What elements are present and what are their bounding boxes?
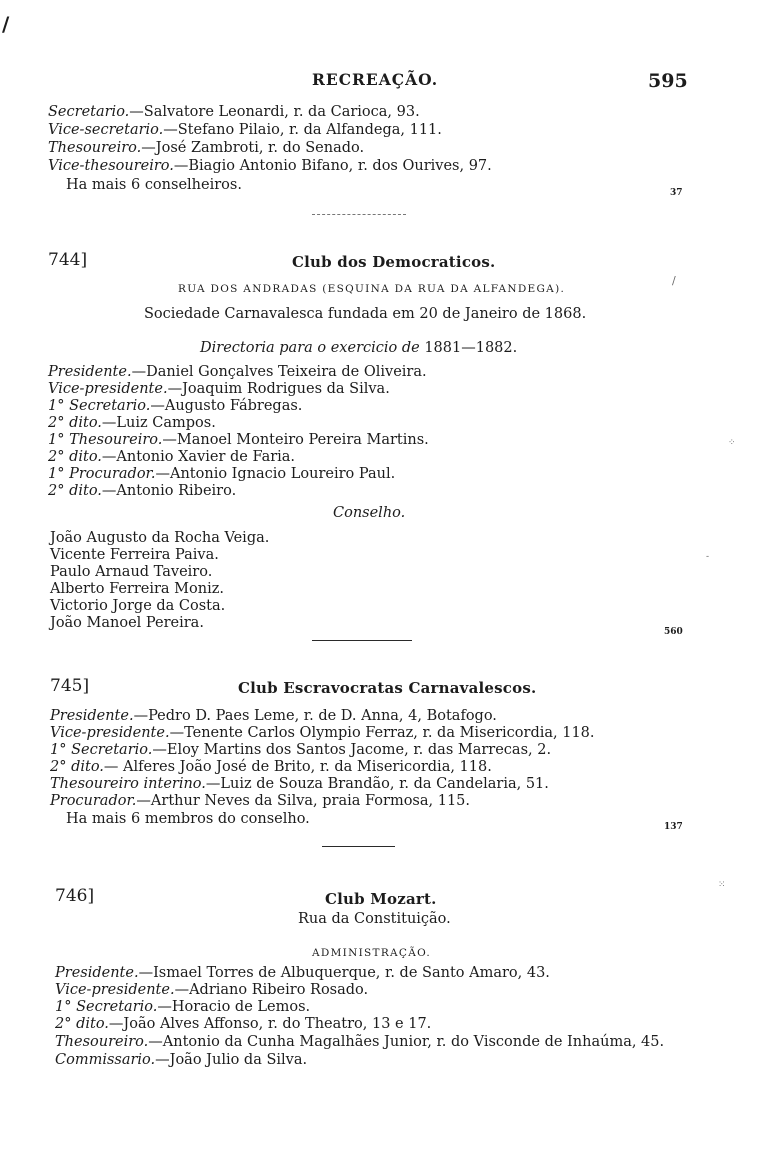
officer-role: 1° Secretario. [50,742,153,758]
entry-address: RUA DOS ANDRADAS (ESQUINA DA RUA DA ALFANDEGA). [178,283,566,295]
officer-line [55,1016,431,1033]
officer-line [48,466,395,483]
section-divider [312,640,412,641]
officer-line [48,104,420,121]
page-number: 595 [648,70,688,92]
officer-text: —Biagio Antonio Bifano, r. dos Ourives, 97. [173,158,492,174]
entry-number: 745] [50,676,90,696]
corner-mark: / [2,12,10,36]
officer-line [50,776,549,793]
officer-line [50,725,595,742]
officer-role: Presidente. [48,364,132,380]
officer-text: —Salvatore Leonardi, r. da Carioca, 93. [129,104,420,120]
officer-text: —José Zambroti, r. do Senado. [141,140,365,156]
officer-role: Thesoureiro interino. [50,776,206,792]
officer-text: —Joaquim Rodrigues da Silva. [167,381,390,397]
officer-role: Vice-thesoureiro. [48,158,174,174]
scan-speck: / [672,274,676,287]
officer-text: — Alferes João José de Brito, r. da Misericordia, 118. [103,759,492,775]
officer-text: —Adriano Ribeiro Rosado. [174,982,369,998]
entry-founded: Sociedade Carnavalesca fundada em 20 de Janeiro de 1868. [144,306,587,322]
officer-line [50,759,492,776]
officer-role: 2° dito. [50,759,104,775]
entry-number: 746] [55,886,95,906]
closing-note: Ha mais 6 conselheiros. [66,177,242,193]
officer-text: —João Alves Affonso, r. do Theatro, 13 e 17. [108,1016,432,1032]
officer-line [48,415,216,432]
closing-note: Ha mais 6 membros do conselho. [66,811,310,827]
council-member: João Augusto da Rocha Veiga. [50,530,270,546]
officer-line [48,381,390,398]
officer-text: —Antonio Ribeiro. [101,483,237,499]
officer-text: —Ismael Torres de Albuquerque, r. de Santo Amaro, 43. [138,965,550,981]
council-member: Vicente Ferreira Paiva. [50,547,219,563]
officer-role: 1° Secretario. [48,398,151,414]
council-label: Conselho. [333,505,406,521]
officer-line [48,483,236,500]
officer-line [48,398,302,415]
officer-line [55,965,550,982]
officer-role: 2° dito. [48,449,102,465]
running-head-title: RECREAÇÃO. [312,70,439,89]
officer-role: Thesoureiro. [48,140,142,156]
officer-text: —Arthur Neves da Silva, praia Formosa, 115. [136,793,471,809]
officer-role: 1° Secretario. [55,999,158,1015]
officer-role: Presidente. [55,965,139,981]
section-divider [312,214,406,215]
directory-years: 1881—1882. [424,340,518,356]
council-member: Victorio Jorge da Costa. [50,598,226,614]
council-member: Paulo Arnaud Taveiro. [50,564,213,580]
officer-text: —Pedro D. Paes Leme, r. de D. Anna, 4, Botafogo. [133,708,497,724]
margin-number: 37 [670,188,683,198]
entry-address: Rua da Constituição. [298,911,451,927]
margin-number: 137 [664,822,683,832]
officer-line [48,364,427,381]
scan-speck: ⁘ [728,438,736,448]
officer-role: 2° dito. [55,1016,109,1032]
officer-text: —Augusto Fábregas. [150,398,303,414]
officer-line [48,432,429,449]
entry-title: Club Mozart. [325,890,437,908]
officer-text: —Antonio da Cunha Magalhães Junior, r. do Visconde de Inhaúma, 45. [148,1034,665,1050]
officer-role: Presidente. [50,708,134,724]
officer-role: 2° dito. [48,483,102,499]
officer-role: 2° dito. [48,415,102,431]
council-member: Alberto Ferreira Moniz. [50,581,224,597]
scan-speck: ⁙ [718,880,726,890]
directory-heading [200,340,517,357]
officer-line [55,1034,664,1051]
council-member: João Manoel Pereira. [50,615,204,631]
officer-text: —Manoel Monteiro Pereira Martins. [162,432,429,448]
officer-line [48,122,442,139]
officer-line [55,1052,307,1069]
officer-text: —Stefano Pilaio, r. da Alfandega, 111. [163,122,442,138]
officer-line [48,158,492,175]
officer-line [55,999,310,1016]
officer-role: Vice-presidente. [48,381,168,397]
officer-line [50,742,551,759]
officer-text: —Antonio Ignacio Loureiro Paul. [155,466,396,482]
margin-number: 560 [664,627,683,637]
officer-role: Secretario. [48,104,130,120]
officer-role: 1° Thesoureiro. [48,432,163,448]
officer-text: —Daniel Gonçalves Teixeira de Oliveira. [131,364,427,380]
section-label: ADMINISTRAÇÃO. [312,947,432,959]
scan-speck: - [706,552,710,562]
officer-line [55,982,368,999]
officer-text: —Horacio de Lemos. [157,999,311,1015]
officer-role: Commissario. [55,1052,156,1068]
entry-number: 744] [48,250,88,270]
officer-text: —Antonio Xavier de Faria. [101,449,296,465]
officer-text: —Luiz de Souza Brandão, r. da Candelaria, 51. [205,776,549,792]
officer-role: Vice-presidente. [55,982,175,998]
directory-label: Directoria para o exercicio de [200,340,420,356]
entry-title: Club dos Democraticos. [292,253,496,271]
officer-role: Thesoureiro. [55,1034,149,1050]
officer-role: Vice-secretario. [48,122,164,138]
officer-text: —João Julio da Silva. [155,1052,308,1068]
officer-role: Procurador. [50,793,137,809]
officer-text: —Luiz Campos. [101,415,216,431]
officer-text: —Eloy Martins dos Santos Jacome, r. das Marrecas, 2. [152,742,552,758]
section-divider [322,846,395,847]
officer-text: —Tenente Carlos Olympio Ferraz, r. da Misericordia, 118. [169,725,595,741]
officer-line [48,449,295,466]
officer-line [48,140,364,157]
officer-role: Vice-presidente. [50,725,170,741]
officer-line [50,793,470,810]
officer-line [50,708,497,725]
entry-title: Club Escravocratas Carnavalescos. [238,679,537,697]
officer-role: 1° Procurador. [48,466,156,482]
